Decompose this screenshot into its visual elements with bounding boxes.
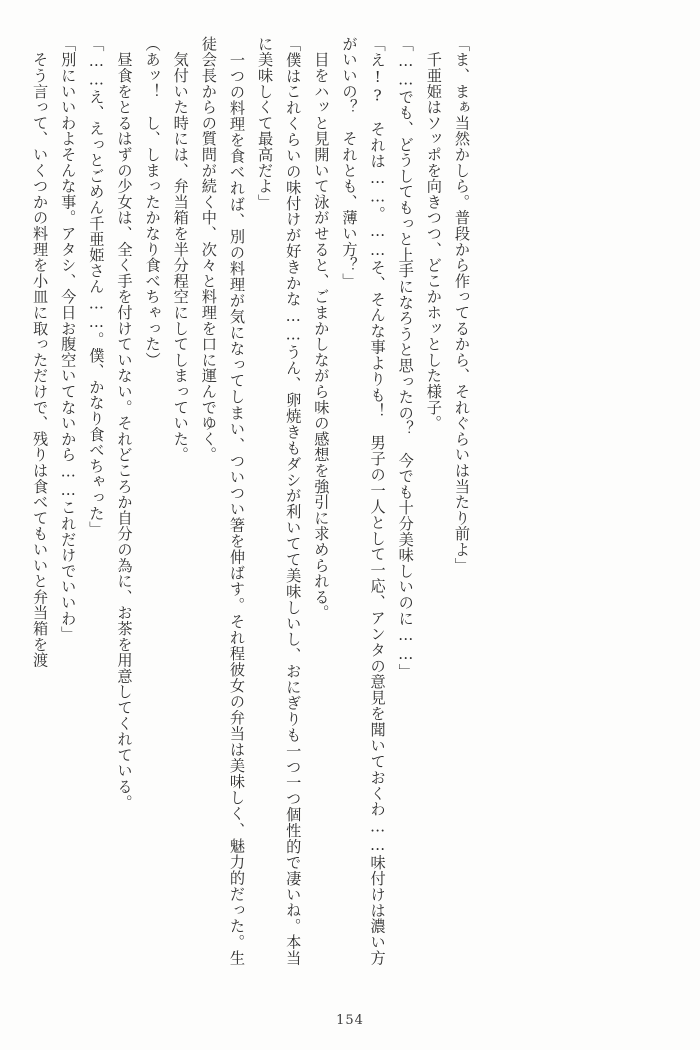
paragraph: （あッ！ し、しまったかなり食べちゃった） xyxy=(143,36,162,368)
paragraph: 昼食をとるはずの少女は、全く手を付けていない。それどころか自分の為に、お茶を用意してくれている。 xyxy=(115,36,134,811)
paragraph: 「僕はこれくらいの味付けが好きかな……うん、卵焼きもダシが利いてて美味しいし、おにぎりも一つ一つ個性的で凄いね。本当に美味しくて最高だよ」 xyxy=(256,36,303,966)
paragraph: 一つの料理を食べれば、別の料理が気になってしまい、ついつい箸を伸ばす。それ程彼女の弁当は美味しく、魅力的だった。生徒会長からの質問が続く中、次々と料理を口に運んでゆく。 xyxy=(199,36,246,966)
page-number: 154 xyxy=(336,1013,364,1028)
paragraph: 「ま、まぁ当然かしら。普段から作ってるから、それぐらいは当たり前よ」 xyxy=(453,36,471,574)
vertical-text-column xyxy=(26,36,476,966)
page-text-body xyxy=(26,36,674,980)
paragraph: 「……え、えっとごめん千亜姫さん……。僕、かなり食べちゃった」 xyxy=(87,36,106,537)
paragraph: そう言って、いくつかの料理を小皿に取っただけで、残りは食べてもいいと弁当箱を渡 xyxy=(31,36,50,668)
paragraph: 千亜姫はソッポを向きつつ、どこかホッとした様子。 xyxy=(424,36,443,431)
paragraph: 目をハッと見開いて泳がせると、ごまかしながら味の感想を強引に求められる。 xyxy=(312,36,331,621)
paragraph: 気付いた時には、弁当箱を半分程空にしてしまっていた。 xyxy=(171,36,190,463)
paragraph: 「……でも、どうしてもっと上手になろうと思ったの？ 今でも十分美味しいのに……」 xyxy=(396,36,415,680)
paragraph: 「え!? それは……。……そ、そんな事よりも！ 男子の一人として一応、アンタの意見を聞いておくわ……味付けは濃い方がいいの？ それとも、薄い方？」 xyxy=(340,36,387,966)
paragraph: 「別にいいわよそんな事。アタシ、今日お腹空いてないから……これだけでいいわ」 xyxy=(59,36,78,642)
